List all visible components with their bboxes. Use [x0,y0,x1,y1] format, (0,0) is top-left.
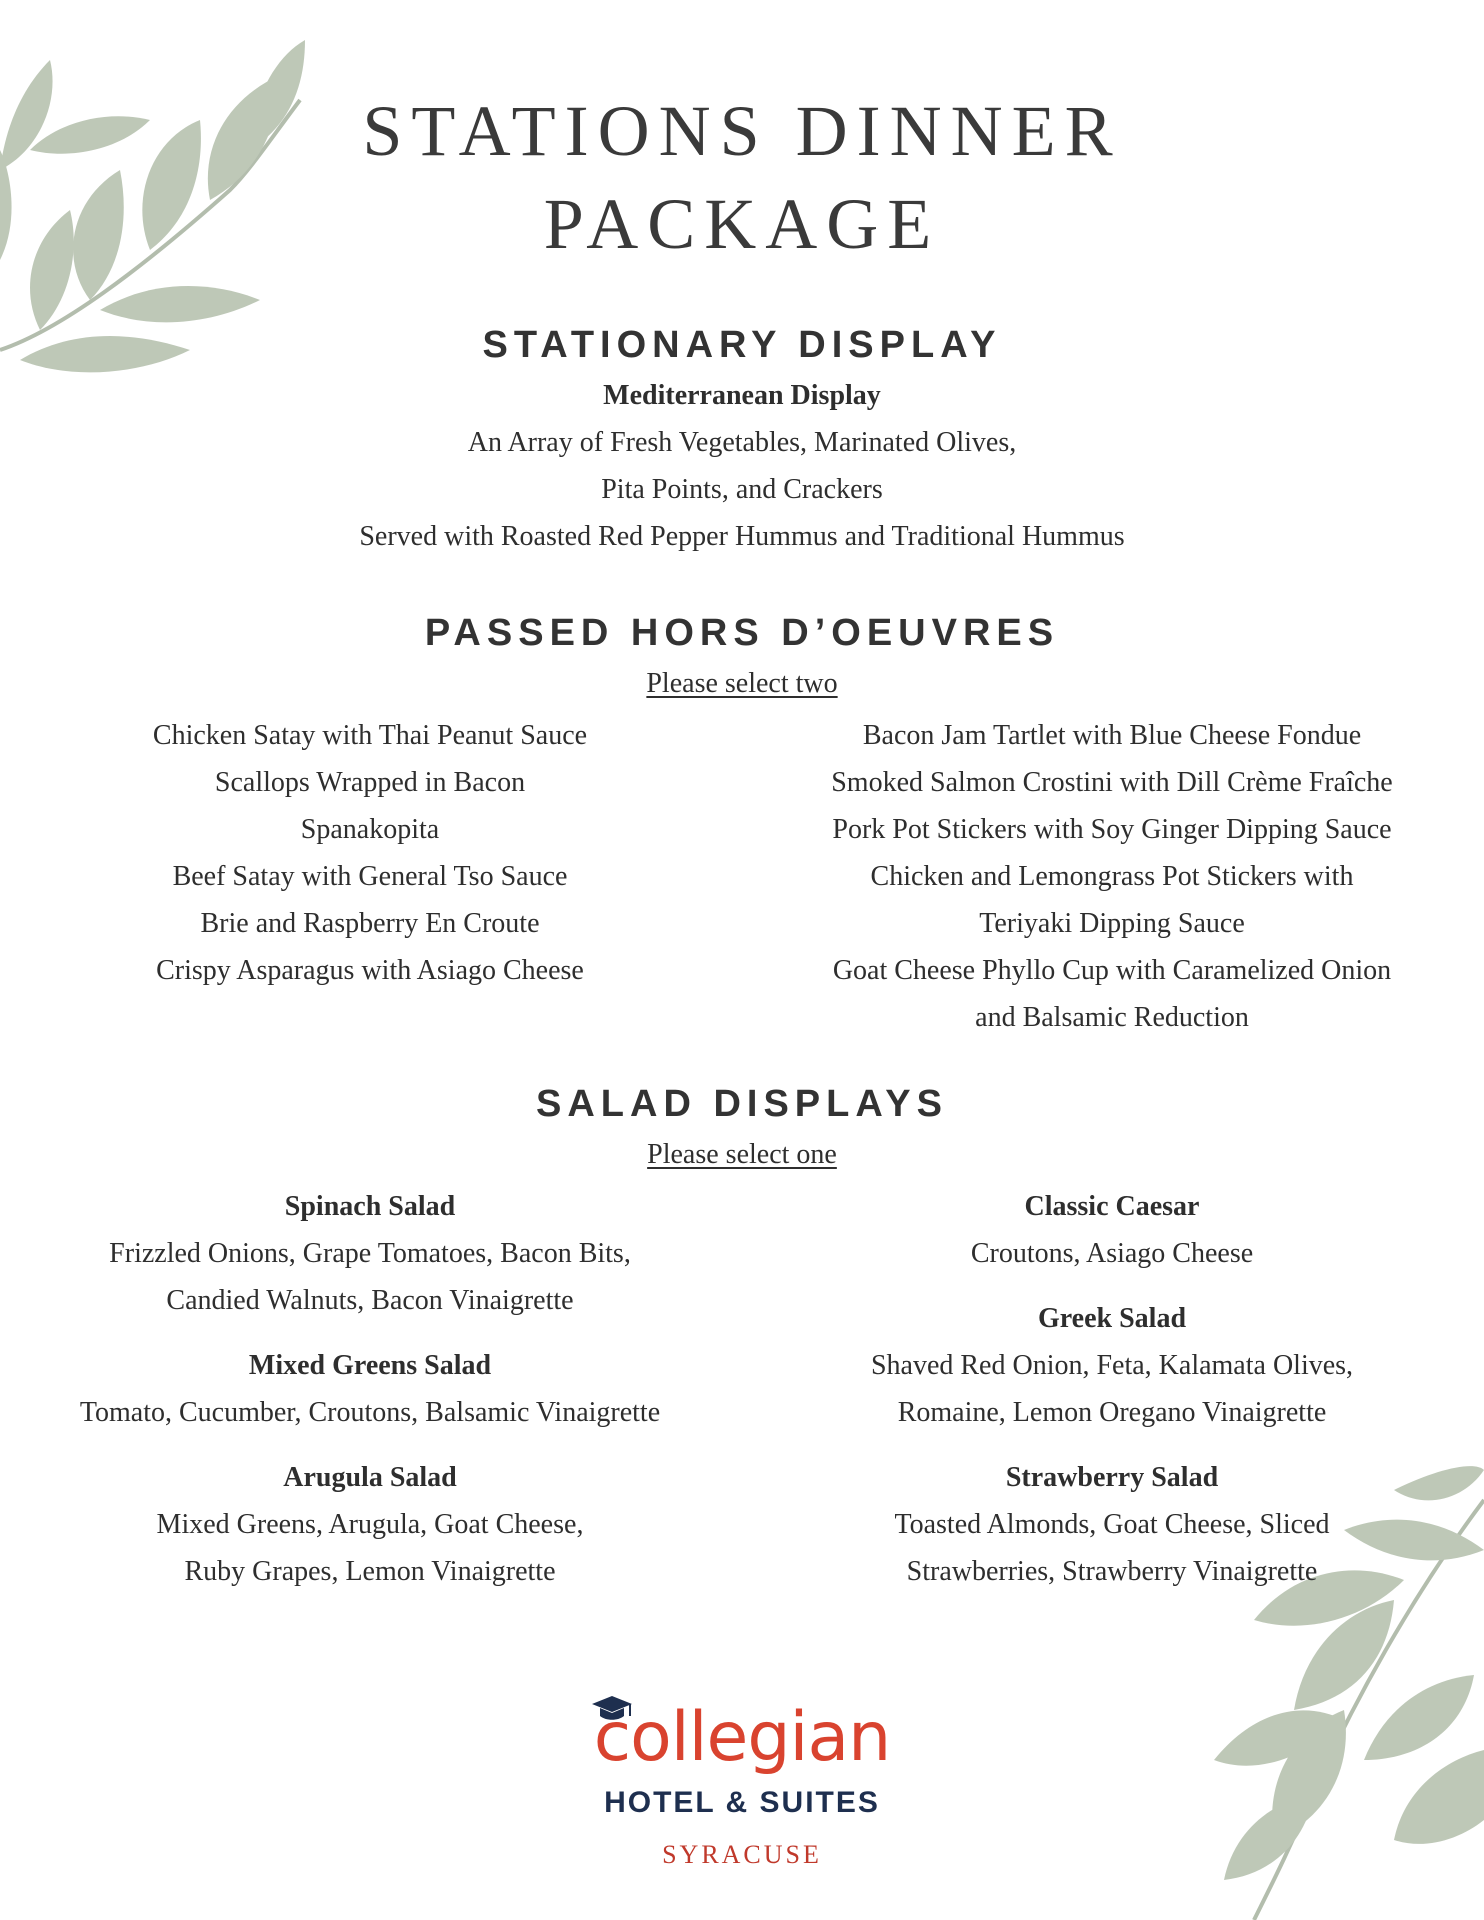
list-item: Bacon Jam Tartlet with Blue Cheese Fondue [862,720,1362,751]
salad-desc: Frizzled Onions, Grape Tomatoes, Bacon Bits, [109,1238,631,1269]
list-item: Goat Cheese Phyllo Cup with Caramelized Onion [832,955,1392,986]
stationary-display-heading: STATIONARY DISPLAY [482,324,1002,366]
salad-name-arugula: Arugula Salad [283,1462,457,1493]
logo-city: SYRACUSE [662,1840,822,1869]
logo-brand: collegian [593,1698,891,1777]
stationary-desc-line-3: Served with Roasted Red Pepper Hummus and Traditional Hummus [359,521,1125,552]
list-item: Teriyaki Dipping Sauce [979,908,1245,939]
list-item: Chicken and Lemongrass Pot Stickers with [870,861,1354,892]
salad-desc: Ruby Grapes, Lemon Vinaigrette [184,1556,556,1587]
passed-list-right [762,712,1462,1041]
list-item: Pork Pot Stickers with Soy Ginger Dipping Sauce [832,814,1392,845]
salad-desc: Mixed Greens, Arugula, Goat Cheese, [156,1509,584,1540]
salad-desc: Toasted Almonds, Goat Cheese, Sliced [894,1509,1330,1540]
stationary-item-name: Mediterranean Display [603,380,881,411]
stationary-desc-line-2: Pita Points, and Crackers [601,474,883,505]
salad-desc: Candied Walnuts, Bacon Vinaigrette [166,1285,574,1316]
salad-name-strawberry: Strawberry Salad [1005,1462,1219,1493]
salad-name-greek: Greek Salad [1037,1303,1187,1334]
salad-list-right [762,1183,1462,1595]
salad-instruction: Please select one [647,1139,837,1170]
list-item: Brie and Raspberry En Croute [200,908,540,939]
list-item: and Balsamic Reduction [975,1002,1249,1033]
list-item: Scallops Wrapped in Bacon [214,767,526,798]
salad-name-caesar: Classic Caesar [1024,1191,1200,1222]
list-item: Smoked Salmon Crostini with Dill Crème Fraîche [831,767,1393,798]
salad-list-left [20,1183,720,1595]
list-item: Spanakopita [300,814,440,845]
list-item: Crispy Asparagus with Asiago Cheese [156,955,584,986]
salad-desc: Romaine, Lemon Oregano Vinaigrette [897,1397,1327,1428]
passed-list-left [20,712,720,994]
list-item: Chicken Satay with Thai Peanut Sauce [152,720,588,751]
list-item: Beef Satay with General Tso Sauce [172,861,568,892]
salad-desc: Tomato, Cucumber, Croutons, Balsamic Vinaigrette [79,1397,661,1428]
stationary-desc-line-1: An Array of Fresh Vegetables, Marinated Olives, [467,427,1017,458]
salad-name-mixed-greens: Mixed Greens Salad [248,1350,492,1381]
salad-heading: SALAD DISPLAYS [536,1083,948,1125]
passed-instruction: Please select two [646,668,838,699]
salad-name-spinach: Spinach Salad [284,1191,456,1222]
passed-heading: PASSED HORS D’OEUVRES [424,612,1060,654]
page-title-line-1: STATIONS DINNER [362,91,1122,171]
salad-desc: Croutons, Asiago Cheese [970,1238,1254,1269]
logo-hotel: HOTEL & SUITES [604,1786,880,1819]
salad-desc: Strawberries, Strawberry Vinaigrette [906,1556,1318,1587]
page-title-line-2: PACKAGE [543,184,941,264]
salad-desc: Shaved Red Onion, Feta, Kalamata Olives, [870,1350,1354,1381]
